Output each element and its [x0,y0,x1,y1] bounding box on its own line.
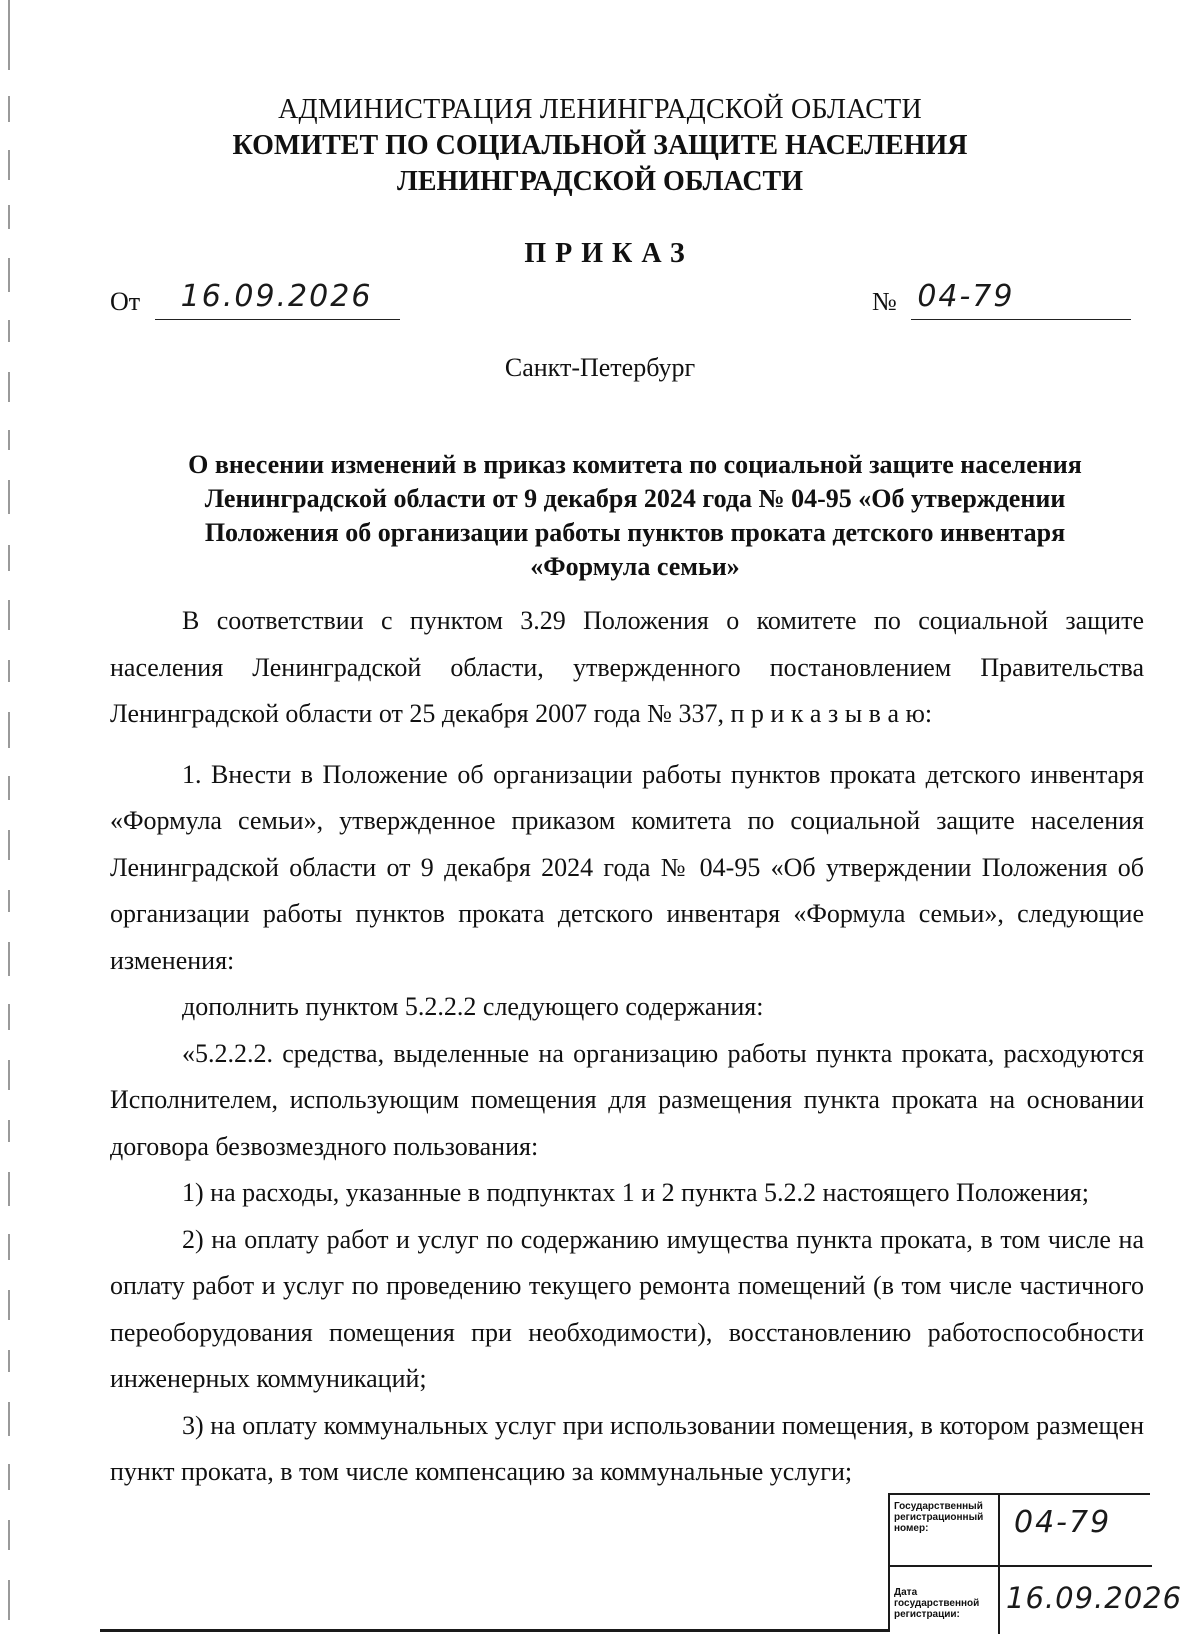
title-line: «Формула семьи» [530,552,740,581]
document-type-heading: ПРИКАЗ [524,238,694,269]
stamp-number-row [890,1495,1152,1567]
order-body [110,598,1144,1496]
stamp-date-value: 16.09.2026 [1006,1581,1183,1615]
title-line: Положения об организации работы пунктов проката детского инвентаря [204,518,1066,547]
clause-5-2-2-2-paragraph: «5.2.2.2. средства, выделенные на организацию работы пункта проката, расходуются Исполнителем, использующим помещения для размещения пункта проката на основании договора безвозмездного пользования: [110,1038,1144,1161]
item-1-paragraph: 1. Внести в Положение об организации работы пунктов проката детского инвентаря «Формула семьи», утвержденное приказом комитета по социальной защите населения Ленинградской области от 9 декабря 2024 года № 04-95 «Об утверждении Положения об организации работы пунктов проката детского инвентаря «Формула семьи», следующие изменения: [110,759,1144,975]
subitem-3-paragraph: 3) на оплату коммунальных услуг при использовании помещения, в котором размещен пункт проката, в том числе компенсацию за коммунальные услуги; [110,1410,1144,1486]
number-label: № [872,287,897,316]
order-date-line [110,279,400,320]
stamp-date-row [890,1567,1183,1634]
preamble-paragraph: В соответствии с пунктом 3.29 Положения о комитете по социальной защите населения Ленинградской области, утвержденного постановлением Правительства Ленинградской области от 25 декабря 2007 года № 337, п р и к а з ы в а ю: [110,606,1144,728]
city: Санкт-Петербург [504,353,696,382]
order-title [130,448,1140,584]
title-line: О внесении изменений в приказ комитета по социальной защите населения [188,450,1082,479]
date-field [155,279,400,320]
committee-heading: КОМИТЕТ ПО СОЦИАЛЬНОЙ ЗАЩИТЕ НАСЕЛЕНИЯ [232,130,968,161]
subitem-1-paragraph: 1) на расходы, указанные в подпунктах 1 и 2 пункта 5.2.2 настоящего Положения; [182,1178,1089,1207]
subitem-2-paragraph: 2) на оплату работ и услуг по содержанию имущества пункта проката, в том числе на оплату работ и услуг по проведению текущего ремонта помещений (в том числе частичного переоборудования помещения при необходимости), восстановлению работоспособности инженерных коммуникаций; [110,1224,1144,1393]
registration-stamp [888,1493,1183,1632]
title-line: Ленинградской области от 9 декабря 2024 года № 04-95 «Об утверждении [204,484,1066,513]
supplement-paragraph: дополнить пунктом 5.2.2.2 следующего содержания: [182,992,764,1021]
administration-heading: АДМИНИСТРАЦИЯ ЛЕНИНГРАДСКОЙ ОБЛАСТИ [278,94,922,125]
handwritten-date: 16.09.2026 [180,279,373,314]
handwritten-number: 04-79 [917,279,1015,314]
number-field [911,279,1131,320]
stamp-number-label: Государственный регистрационный номер: [894,1501,984,1534]
stamp-number-value: 04-79 [1014,1505,1112,1540]
region-heading: ЛЕНИНГРАДСКОЙ ОБЛАСТИ [396,166,804,197]
date-label: От [110,287,141,316]
stamp-date-label: Дата государственной регистрации: [894,1587,980,1620]
order-number-line [872,279,1131,320]
